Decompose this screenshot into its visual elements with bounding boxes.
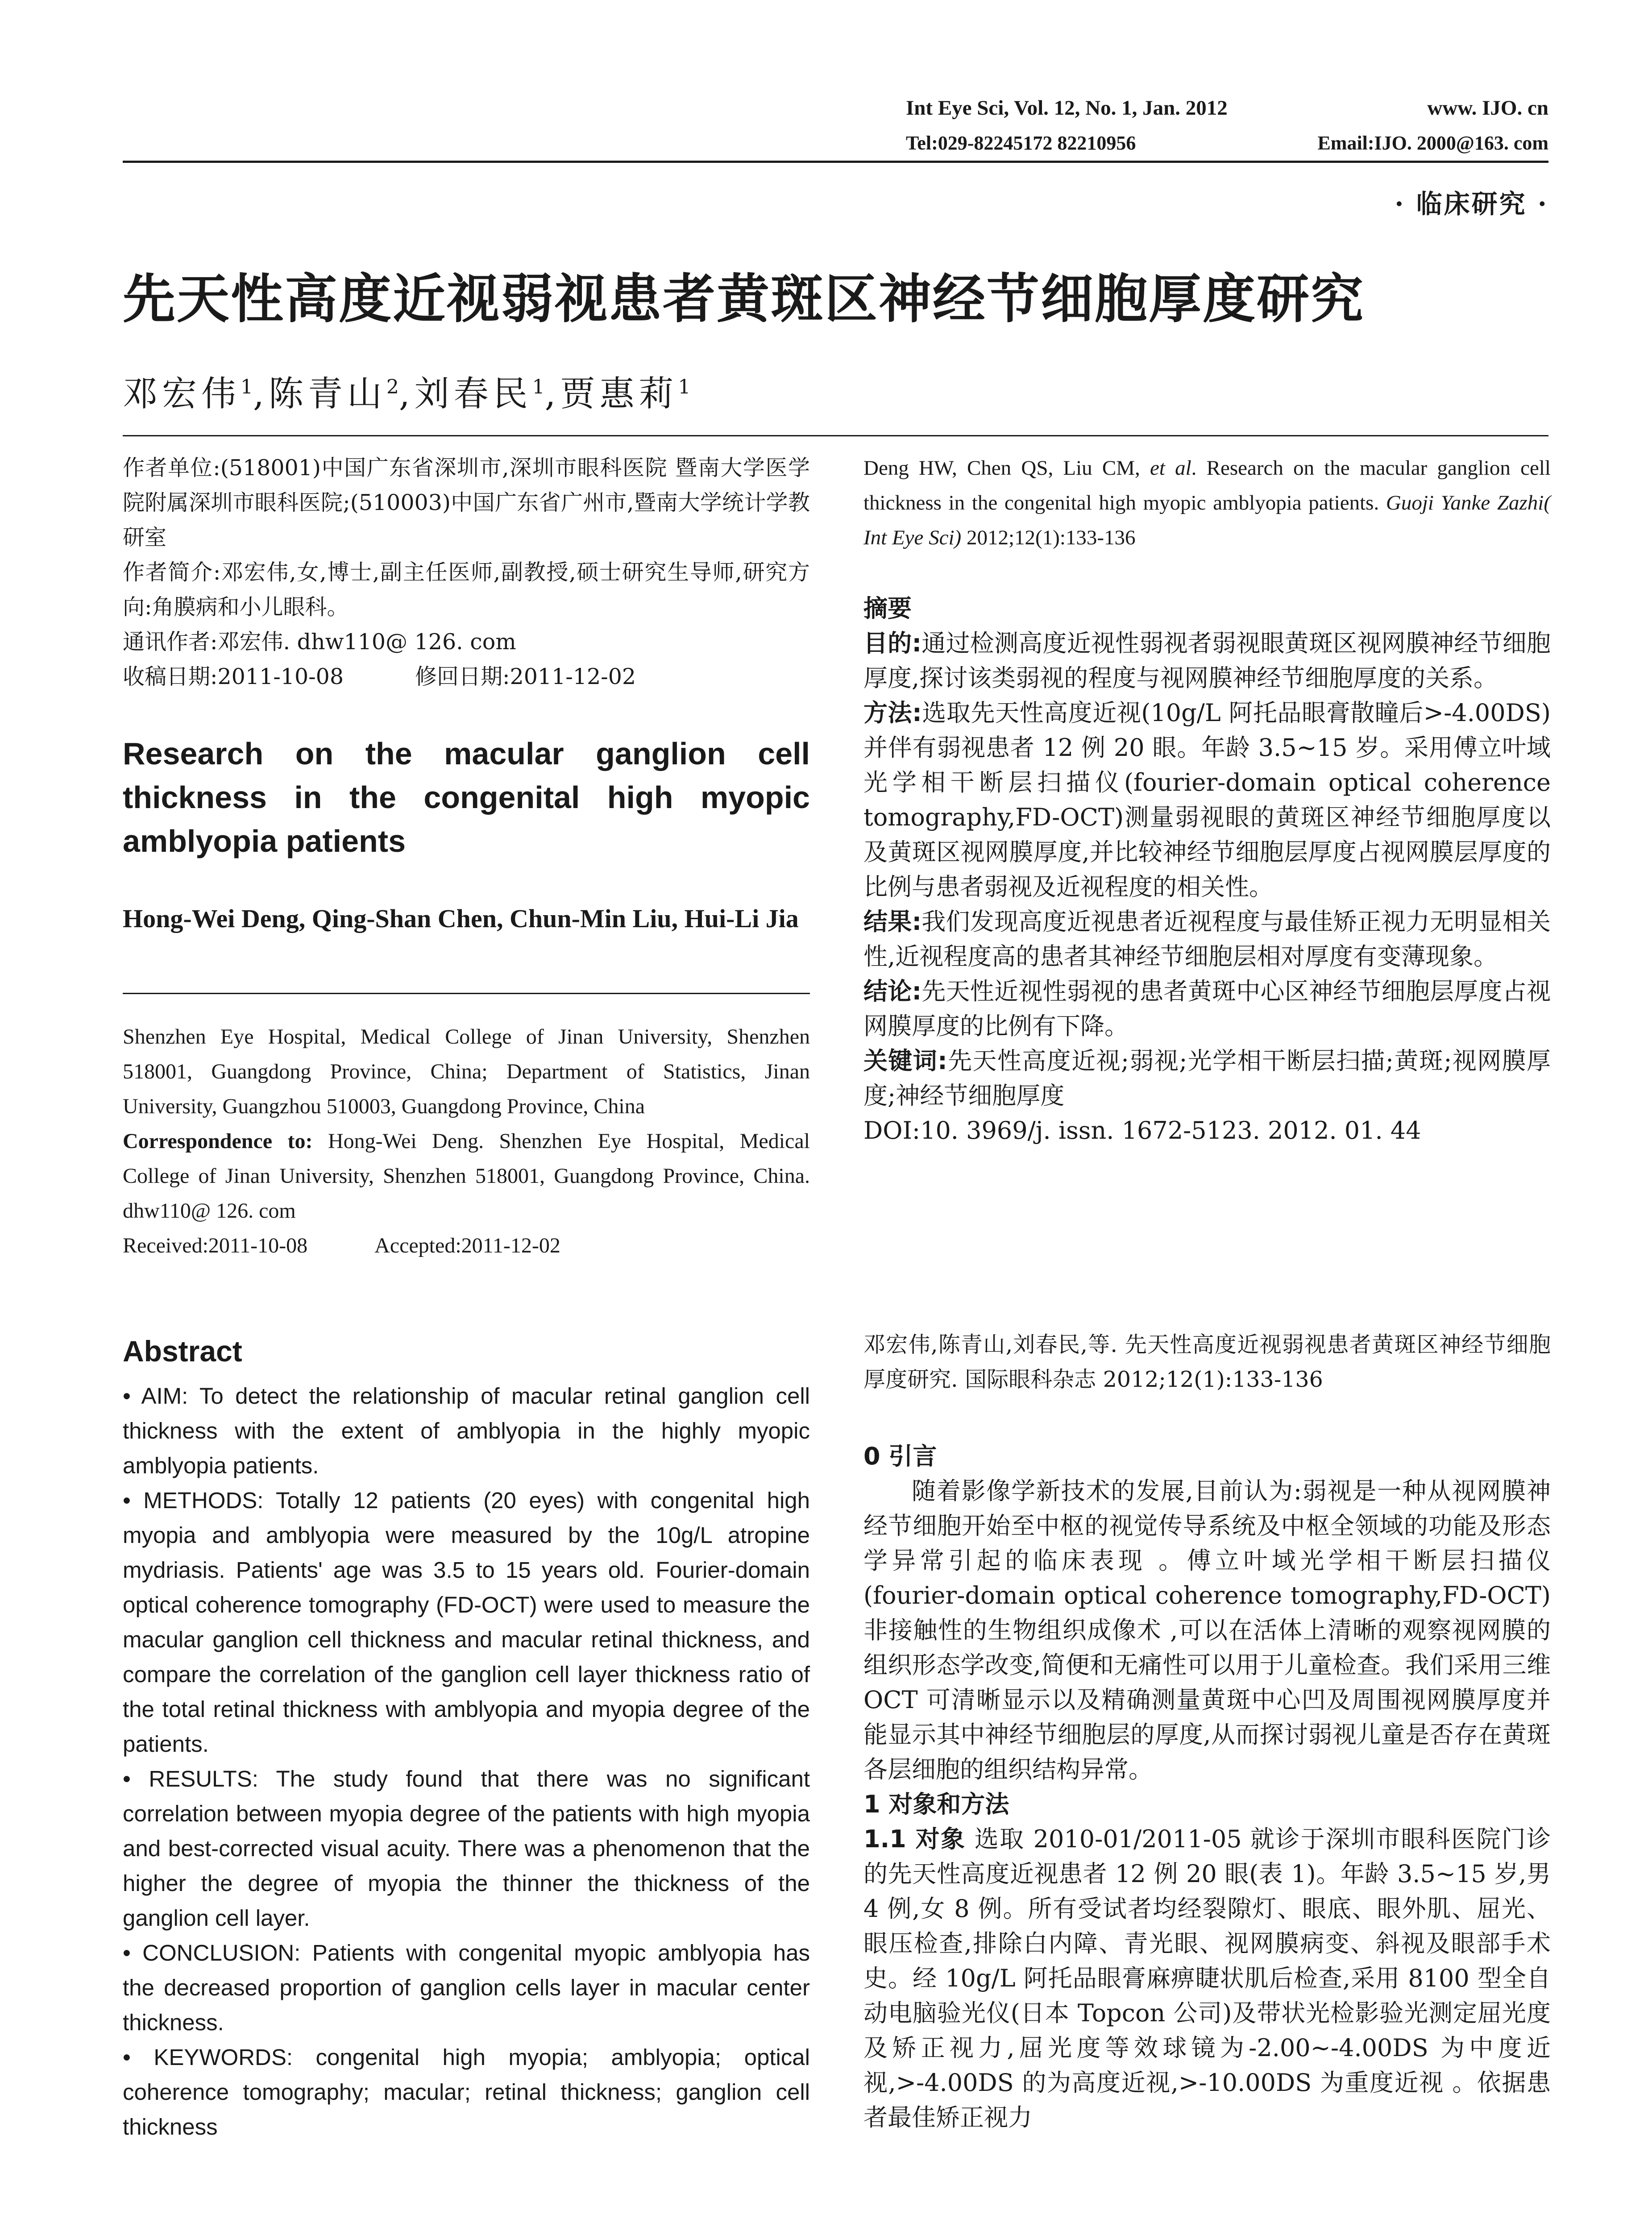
citation-etal: et al	[1150, 456, 1191, 480]
english-citation	[863, 451, 1551, 555]
revised-date: 修回日期:2011-12-02	[415, 664, 636, 689]
section-1-heading: 1 对象和方法	[863, 1790, 1009, 1818]
zh-keywords-text: 先天性高度近视;弱视;光学相干断层扫描;黄斑;视网膜厚度;神经节细胞厚度	[863, 1047, 1551, 1110]
english-abstract	[123, 1379, 810, 2144]
zh-aim	[863, 626, 1551, 696]
section-tag: · 临床研究 ·	[1395, 189, 1548, 219]
zh-methods-text: 选取先天性高度近视(10g/L 阿托品眼膏散瞳后>-4.00DS)并伴有弱视患者 12 例 20 眼。年龄 3.5~15 岁。采用傅立叶域光学相干断层扫描仪(fourier-domain optical coherence tomography,FD-OCT)测量弱视眼的黄斑区神经节细胞厚度以及黄斑区视网膜厚度,并比较神经节细胞层厚度占视网膜层厚度的比例与患者弱视及近视程度的相关性。	[863, 699, 1551, 901]
zh-keywords-label: 关键词:	[863, 1047, 947, 1075]
zh-results	[863, 904, 1551, 974]
correspondence-text: Hong-Wei Deng. Shenzhen Eye Hospital, Medical College of Jinan University, Shenzhen 518001, Guangdong Province, China. dhw110@ 126. com	[123, 1129, 810, 1223]
header-rule	[123, 161, 1548, 163]
english-dates	[123, 1228, 810, 1263]
zh-methods	[863, 696, 1551, 904]
zh-aim-label: 目的:	[863, 629, 922, 657]
intro-paragraph: 随着影像学新技术的发展,目前认为:弱视是一种从视网膜神经节细胞开始至中枢的视觉传导系统及中枢全领域的功能及形态学异常引起的临床表现 。傅立叶域光学相干断层扫描仪(fourier-domain optical coherence tomography,FD-OCT)非接触性的生物组织成像术 ,可以在活体上清晰的观察视网膜的组织形态学改变,简便和无痛性可以用于儿童检查。我们采用三维 OCT 可清晰显示以及精确测量黄斑中心凹及周围视网膜厚度并能显示其中神经节细胞层的厚度,从而探讨弱视儿童是否存在黄斑各层细胞的组织结构异常。	[863, 1477, 1551, 1783]
journal-header	[906, 96, 1548, 120]
english-affiliation: Shenzhen Eye Hospital, Medical College of Jinan University, Shenzhen 518001, Guangdong Province, China; Department of Statistics, Jinan University, Guangzhou 510003, Guangdong Province, China	[123, 1025, 810, 1118]
chinese-citation: 邓宏伟,陈青山,刘春民,等. 先天性高度近视弱视患者黄斑区神经节细胞厚度研究. 国际眼科杂志 2012;12(1):133-136	[863, 1332, 1551, 1392]
paper-title: 先天性高度近视弱视患者黄斑区神经节细胞厚度研究	[123, 268, 1365, 330]
english-authors: Hong-Wei Deng, Qing-Shan Chen, Chun-Min Liu, Hui-Li Jia	[123, 904, 799, 933]
abstract-conclusion: • CONCLUSION: Patients with congenital myopic amblyopia has the decreased proportion of ganglion cells layer in macular center thickness.	[123, 1940, 810, 2035]
author: 贾惠莉	[560, 374, 678, 414]
zh-conclusion-text: 先天性近视性弱视的患者黄斑中心区神经节细胞层厚度占视网膜厚度的比例有下降。	[863, 977, 1551, 1040]
correspondence-label: Correspondence to:	[123, 1129, 313, 1153]
author: 邓宏伟	[123, 374, 241, 414]
abstract-keywords: • KEYWORDS: congenital high myopia; amblyopia; optical coherence tomography; macular; retinal thickness; ganglion cell thickness	[123, 2044, 810, 2140]
subjects-text: 选取 2010-01/2011-05 就诊于深圳市眼科医院门诊的先天性高度近视患者 12 例 20 眼(表 1)。年龄 3.5~15 岁,男 4 例,女 8 例。所有受试者均经裂隙灯、眼底、眼外肌、屈光、眼压检查,排除白内障、青光眼、视网膜病变、斜视及眼部手术史。经 10g/L 阿托品眼膏麻痹睫状肌后检查,采用 8100 型全自动电脑验光仪(日本 Topcon 公司)及带状光检影验光测定屈光度及矫正视力,屈光度等效球镜为-2.00~-4.00DS 为中度近视,>-4.00DS 的为高度近视,>-10.00DS 为重度近视 。依据患者最佳矫正视力	[863, 1825, 1551, 2131]
author-info	[123, 451, 810, 694]
english-received: Received:2011-10-08	[123, 1234, 308, 1257]
title-rule	[123, 435, 1548, 436]
received-date: 收稿日期:2011-10-08	[123, 664, 344, 689]
zh-aim-text: 通过检测高度近视性弱视者弱视眼黄斑区视网膜神经节细胞厚度,探讨该类弱视的程度与视网膜神经节细胞厚度的关系。	[863, 629, 1551, 692]
subsection-1-1-heading: 1.1 对象	[863, 1825, 966, 1853]
zh-results-text: 我们发现高度近视患者近视程度与最佳矫正视力无明显相关性,近视程度高的患者其神经节细胞层相对厚度有变薄现象。	[863, 908, 1551, 970]
journal-email[interactable]: Email:IJO. 2000@163. com	[1317, 132, 1548, 154]
zh-keywords	[863, 1044, 1551, 1113]
zh-doi[interactable]: DOI:10. 3969/j. issn. 1672-5123. 2012. 01. 44	[863, 1116, 1421, 1145]
author-unit: 作者单位:(518001)中国广东省深圳市,深圳市眼科医院 暨南大学医学院附属深圳市眼科医院;(510003)中国广东省广州市,暨南大学统计学教研室	[123, 455, 810, 550]
author-sup: 1	[678, 376, 691, 398]
journal-website[interactable]: www. IJO. cn	[1427, 96, 1548, 120]
abstract-heading: Abstract	[123, 1335, 242, 1368]
english-correspondence	[123, 1124, 810, 1228]
journal-citation: Int Eye Sci, Vol. 12, No. 1, Jan. 2012	[906, 96, 1228, 120]
zh-conclusion-label: 结论:	[863, 977, 922, 1005]
zh-abstract-heading: 摘要	[863, 594, 912, 622]
author: 刘春民	[414, 374, 532, 414]
author: 陈青山	[268, 374, 386, 414]
zh-results-label: 结果:	[863, 908, 922, 936]
dates	[123, 659, 810, 694]
english-affiliation-block	[123, 1020, 810, 1263]
author-list: 邓宏伟$^1$,陈青山$^2$,刘春民$^1$,贾惠莉$^1$	[123, 374, 691, 414]
affiliation-rule	[123, 993, 810, 994]
introduction	[863, 1439, 1551, 2135]
citation-journal: Guoji Yanke Zazhi( Int Eye Sci)	[863, 491, 1551, 549]
abstract-results: • RESULTS: The study found that there was no significant correlation between myopia degree of the patients with high myopia and best-corrected visual acuity. There was a phenomenon that the higher the degree of myopia the thinner the thickness of the ganglion cell layer.	[123, 1766, 810, 1931]
citation-text: . Research on the macular ganglion cell thickness in the congenital high myopic amblyopia patients.	[863, 456, 1551, 514]
author-sup: 1	[241, 376, 253, 398]
journal-contact	[906, 132, 1548, 154]
zh-conclusion	[863, 974, 1551, 1044]
abstract-methods: • METHODS: Totally 12 patients (20 eyes) with congenital high myopia and amblyopia were measured by the 10g/L atropine mydriasis. Patients' age was 3.5 to 15 years old. Fourier-domain optical coherence tomography (FD-OCT) were used to measure the macular ganglion cell thickness and macular retinal thickness, and compare the correlation of the ganglion cell layer thickness ratio of the total retinal thickness with amblyopia and myopia degree of the patients.	[123, 1488, 810, 1757]
citation-tail: 2012;12(1):133-136	[961, 526, 1136, 549]
english-title: Research on the macular ganglion cell thickness in the congenital high myopic amblyopia patients	[123, 736, 810, 858]
author-sup: 1	[532, 376, 545, 398]
author-sup: 2	[386, 376, 399, 398]
author-bio: 作者简介:邓宏伟,女,博士,副主任医师,副教授,硕士研究生导师,研究方向:角膜病和小儿眼科。	[123, 560, 810, 620]
abstract-aim: • AIM: To detect the relationship of macular retinal ganglion cell thickness with the extent of amblyopia in the highly myopic amblyopia patients.	[123, 1383, 810, 1478]
subjects-paragraph	[863, 1822, 1551, 2135]
citation-authors: Deng HW, Chen QS, Liu CM,	[863, 456, 1150, 480]
section-0-heading: 0 引言	[863, 1442, 937, 1470]
english-accepted: Accepted:2011-12-02	[374, 1234, 560, 1257]
journal-tel: Tel:029-82245172 82210956	[906, 132, 1136, 154]
chinese-abstract	[863, 591, 1551, 1148]
correspondence: 通讯作者:邓宏伟. dhw110@ 126. com	[123, 629, 516, 655]
zh-methods-label: 方法:	[863, 699, 922, 727]
